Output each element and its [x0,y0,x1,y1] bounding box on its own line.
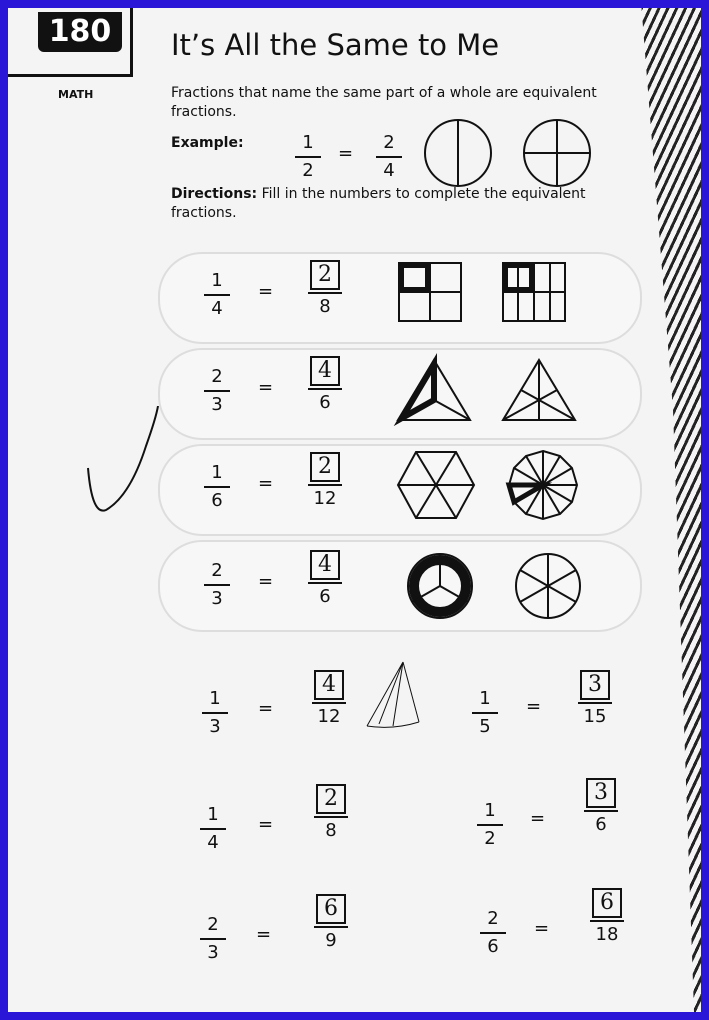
grid1-right-fraction [312,670,346,728]
grid6-left-den: 6 [487,936,499,957]
square-fourths-shaded [398,262,462,322]
grid4-left-num: 1 [484,800,496,821]
grid5-left-den: 3 [207,942,219,963]
pill1-right-fraction [308,260,342,318]
pill3-equals: = [258,473,274,494]
fraction-bar [314,816,348,818]
fraction-bar [578,702,612,704]
directions-body: Fill in the numbers to complete the equivalent fractions. [171,186,586,221]
pill1-equals: = [258,281,274,302]
pill4-answer-box[interactable]: 4 [310,550,340,580]
grid2-left-num: 1 [479,688,491,709]
fraction-bar [204,294,230,296]
subject-label: MATH [58,88,94,101]
page-edge-stripes [631,8,701,1012]
grid2-equals: = [526,696,542,717]
grid5-equals: = [256,924,272,945]
grid4-right-den: 6 [595,814,607,835]
fraction-bar [200,828,226,830]
grid2-left-den: 5 [479,716,491,737]
pill2-right-den: 6 [319,392,331,413]
fraction-bar [308,582,342,584]
example-right-num: 2 [383,132,395,153]
example-left-num: 1 [302,132,314,153]
pill4-right-den: 6 [319,586,331,607]
grid1-answer-box[interactable]: 4 [314,670,344,700]
worksheet-page [8,8,701,1012]
fraction-bar [204,390,230,392]
pill3-left-den: 6 [211,490,223,511]
circle-sixths [514,552,582,620]
grid6-answer-box[interactable]: 6 [592,888,622,918]
grid3-right-den: 8 [325,820,337,841]
grid6-right-fraction [590,888,624,946]
dodecagon-twelfths-shaded [508,450,578,520]
grid4-right-fraction [584,778,618,836]
fraction-bar [200,938,226,940]
pill2-answer-box[interactable]: 4 [310,356,340,386]
grid2-right-fraction [578,670,612,728]
directions-text [171,185,601,223]
grid3-equals: = [258,814,274,835]
example-left-den: 2 [302,160,314,181]
fraction-bar [308,484,342,486]
fraction-bar [295,156,321,158]
grid4-left-fraction [477,800,503,850]
pill3-left-num: 1 [211,462,223,483]
grid1-left-fraction [202,688,228,738]
fraction-bar [477,824,503,826]
pill2-equals: = [258,377,274,398]
pill2-left-den: 3 [211,394,223,415]
grid4-equals: = [530,808,546,829]
grid5-answer-box[interactable]: 6 [316,894,346,924]
fraction-bar [590,920,624,922]
grid4-left-den: 2 [484,828,496,849]
grid2-left-fraction [472,688,498,738]
grid3-left-fraction [200,804,226,854]
example-fraction-right [376,132,402,182]
pill1-left-num: 1 [211,270,223,291]
grid2-answer-box[interactable]: 3 [580,670,610,700]
pill2-left-num: 2 [211,366,223,387]
page-title: It’s All the Same to Me [171,28,500,62]
circle-thirds-shaded [406,552,474,620]
grid2-right-den: 15 [583,706,607,727]
example-fraction-left [295,132,321,182]
fraction-bar [308,388,342,390]
example-circle-halves [423,118,493,188]
hand-drawn-triangle-sketch [353,658,423,730]
pill2-left-fraction [204,366,230,416]
grid6-left-fraction [480,908,506,958]
square-eighths-shaded [502,262,566,322]
grid6-left-num: 2 [487,908,499,929]
grid1-left-num: 1 [209,688,221,709]
grid1-left-den: 3 [209,716,221,737]
grid3-right-fraction [314,784,348,842]
fraction-bar [584,810,618,812]
grid3-left-den: 4 [207,832,219,853]
example-equals: = [338,143,354,164]
pill4-left-den: 3 [211,588,223,609]
grid6-right-den: 18 [595,924,619,945]
grid5-right-den: 9 [325,930,337,951]
pill3-answer-box[interactable]: 2 [310,452,340,482]
grid5-left-num: 2 [207,914,219,935]
directions-label: Directions: [171,186,258,202]
grid1-right-den: 12 [317,706,341,727]
pill4-equals: = [258,571,274,592]
hand-drawn-checkmark [86,406,176,526]
pill2-right-fraction [308,356,342,414]
grid1-equals: = [258,698,274,719]
pill4-right-fraction [308,550,342,608]
fraction-bar [204,584,230,586]
pill4-left-fraction [204,560,230,610]
intro-text: Fractions that name the same part of a whole are equivalent fractions. [171,85,597,120]
fraction-bar [202,712,228,714]
fraction-bar [376,156,402,158]
pill3-right-den: 12 [313,488,337,509]
fraction-bar [312,702,346,704]
hexagon-sixths [396,450,476,520]
example-circle-quarters [522,118,592,188]
grid5-left-fraction [200,914,226,964]
pill3-left-fraction [204,462,230,512]
fraction-bar [204,486,230,488]
example-right-den: 4 [383,160,395,181]
fraction-bar [480,932,506,934]
pill1-left-fraction [204,270,230,320]
pill4-left-num: 2 [211,560,223,581]
example-label: Example: [171,135,244,151]
grid3-answer-box[interactable]: 2 [316,784,346,814]
fraction-bar [308,292,342,294]
triangle-sixths [501,358,577,422]
pill1-right-den: 8 [319,296,331,317]
page-number: 180 [38,12,122,52]
grid3-left-num: 1 [207,804,219,825]
triangle-thirds-shaded [396,358,472,422]
pill1-answer-box[interactable]: 2 [310,260,340,290]
grid5-right-fraction [314,894,348,952]
fraction-bar [472,712,498,714]
fraction-bar [314,926,348,928]
grid4-answer-box[interactable]: 3 [586,778,616,808]
pill3-right-fraction [308,452,342,510]
grid6-equals: = [534,918,550,939]
pill1-left-den: 4 [211,298,223,319]
